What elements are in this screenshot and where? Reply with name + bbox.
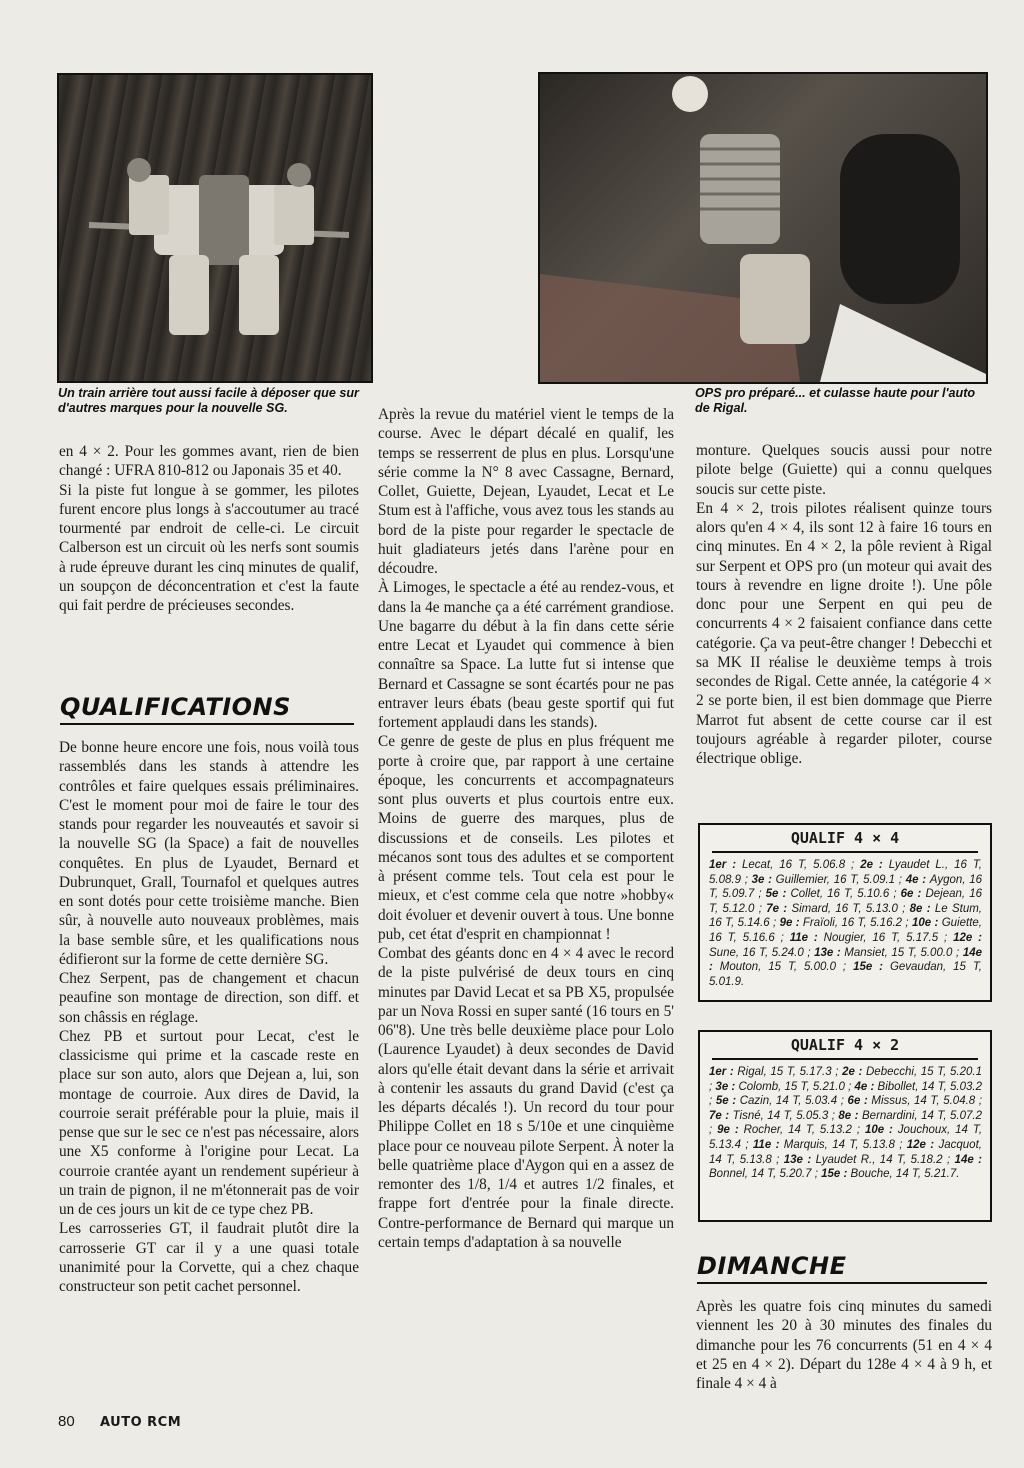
result-entry — [790, 932, 953, 944]
result-entry — [716, 1095, 848, 1107]
qualif-4x4-box — [698, 823, 992, 1002]
result-entry — [766, 903, 909, 915]
result-text: Lyaudet R., 14 T, 5.18.2 ; — [815, 1153, 955, 1166]
result-entry — [717, 1124, 865, 1136]
result-text: Le Stum, 16 T, 5.14.6 ; — [709, 902, 982, 930]
caption-rear-axle: Un train arrière tout aussi facile à déposer que sur d'autres marques pour la nouvelle SG. — [58, 386, 359, 415]
result-text: Lecat, 16 T, 5.06.8 ; — [742, 859, 861, 871]
result-rank: 2e : — [842, 1066, 866, 1078]
caption-engine: OPS pro préparé... et culasse haute pour l'auto de Rigal. — [695, 386, 976, 415]
dimanche-heading: DIMANCHE — [697, 1252, 987, 1284]
result-rank: 7e : — [766, 902, 792, 915]
result-text: Cazin, 14 T, 5.03.4 ; — [739, 1095, 848, 1108]
paragraph: Les carrosseries GT, il faudrait plutôt dire la carrosserie GT car il y a une quasi totale unanimité pour la Corvette, qui a chez chaque constructeur son petit cachet personnel. — [59, 1220, 359, 1295]
result-rank: 15e : — [821, 1168, 851, 1181]
result-rank: 1er : — [709, 1066, 738, 1078]
page-number: 80 — [58, 1413, 75, 1430]
result-text: Guillemier, 16 T, 5.09.1 ; — [775, 873, 906, 886]
result-text: Bibollet, 14 T, 5.03.2 ; — [709, 1080, 983, 1108]
paragraph: Combat des géants donc en 4 × 4 avec le record de la piste pulvérisé de deux tours en cinq minutes par David Lecat et sa PB X5, propulsée par un Nova Rossi en super santé (16 tours en 5' 06''8). Une très belle deuxième place pour Lolo (Laurence Lyaudet) à deux secondes de David alors qu'elle était devant dans la série et arrivait à contenir les assauts du grand David (c'est ça les départs décalés !). Un record du tour pour Philippe Collet en 18 s 5/10e et une cinquième place pour ce nouveau pilote Serpent. À noter la belle quatrième place d'Aygon qui en a assez de remonter des 1/8, 1/4 et autres 1/2 finales, et frappe fort d'entrée pour la finale directe. Contre-performance de Bernard qui marque un certain temps d'adaptation à sa nouvelle — [378, 945, 674, 1251]
result-entry — [780, 917, 912, 929]
column1-body — [59, 738, 359, 1296]
result-rank: 15e : — [853, 961, 890, 974]
result-rank: 5e : — [715, 1095, 740, 1108]
result-text: Collet, 16 T, 5.10.6 ; — [790, 888, 901, 901]
result-entry — [766, 888, 901, 900]
result-rank: 5e : — [765, 888, 791, 901]
magazine-name: AUTO RCM — [100, 1415, 182, 1430]
paragraph: en 4 × 2. Pour les gommes avant, rien de bien changé : UFRA 810-812 ou Japonais 35 et 40. — [59, 443, 359, 480]
result-rank: 10e : — [864, 1124, 898, 1137]
paragraph: Après la revue du matériel vient le temps de la course. Avec le départ décalé en qualif, les temps se resserrent de plus en plus. Lorsqu'une série comme la N° 8 avec Cassagne, Bernard, Collet, Guiette, Dejean, Lyaudet, Lecat et Le Stum est à l'affiche, vous avez tous les stands au bord de la piste pour regarder le spectacle de huit gladiateurs jetés dans l'arène pour en découdre. — [378, 406, 674, 577]
result-text: Marquis, 14 T, 5.13.8 ; — [783, 1138, 907, 1151]
paragraph: Après les quatre fois cinq minutes du samedi viennent les 20 à 30 minutes des finales du dimanche pour les 76 concurrents (51 en 4 × 4 et 25 en 4 × 2). Départ du 128e 4 × 4 à 9 h, et finale 4 × 4 à — [696, 1298, 992, 1392]
result-rank: 9e : — [779, 917, 803, 930]
result-entry — [709, 1066, 842, 1078]
result-rank: 3e : — [715, 1080, 739, 1093]
result-rank: 2e : — [860, 859, 889, 871]
result-rank: 6e : — [900, 888, 926, 901]
result-entry — [814, 947, 963, 959]
qualif-4x2-title: QUALIF 4 × 2 — [712, 1032, 978, 1060]
dimanche-text — [696, 1297, 992, 1393]
result-rank: 8e : — [909, 902, 935, 915]
result-entry — [709, 1110, 838, 1122]
result-rank: 8e : — [838, 1109, 862, 1122]
result-text: Rigal, 15 T, 5.17.3 ; — [737, 1066, 843, 1078]
qualifications-heading: QUALIFICATIONS — [60, 693, 354, 725]
result-entry — [848, 1095, 982, 1107]
photo-rear-axle — [57, 73, 373, 383]
photo-engine — [538, 72, 988, 384]
qualif-4x4-results — [700, 853, 990, 989]
result-rank: 1er : — [709, 859, 742, 871]
result-text: Jacquot, 14 T, 5.13.8 ; — [709, 1138, 982, 1166]
result-text: Colomb, 15 T, 5.21.0 ; — [738, 1080, 855, 1093]
result-entry — [753, 1139, 907, 1151]
result-entry — [784, 1154, 955, 1166]
column1-intro — [59, 442, 359, 615]
result-text: Tisné, 14 T, 5.05.3 ; — [732, 1109, 839, 1122]
result-text: Simard, 16 T, 5.13.0 ; — [791, 902, 910, 915]
result-text: Guiette, 16 T, 5.16.6 ; — [709, 917, 982, 944]
result-rank: 4e : — [905, 873, 930, 886]
qualif-4x2-box — [698, 1030, 992, 1222]
result-text: Bouche, 14 T, 5.21.7. — [850, 1168, 960, 1181]
paragraph: De bonne heure encore une fois, nous voilà tous rassemblés dans les stands à attendre les contrôles et faire quelques essais préliminaires. C'est le moment pour moi de faire le tour des stands pour regarder les nouveautés et savoir si la nouvelle SG (la Space) a fait de nouvelles conquêtes. En plus de Lyaudet, Bernard et Dubrunquet, Grall, Tournafol et quelques autres en sont dotés pour cette troisième manche. Bien sûr, à nouvelle auto nouveaux problèmes, mais la base semble sûre, et les qualifications nous édifieront sur la forme de cette dernière SG. — [59, 739, 359, 968]
result-text: Mansiet, 15 T, 5.00.0 ; — [844, 946, 963, 959]
paragraph: À Limoges, le spectacle a été au rendez-vous, et dans la 4e manche ça a été carrément grandiose. Une bagarre du début à la fin dans cette série entre Lecat et Lyaudet qui commence à bien connaître sa Space. La lutte fut si intense que Bernard et Cassagne se sont écartés pour ne pas entraver leurs ébats (beau geste sportif qui fut fortement applaudi dans les stands). — [378, 579, 674, 731]
paragraph: monture. Quelques soucis aussi pour notre pilote belge (Guiette) qui a connu quelques soucis sur cette piste. — [696, 442, 992, 498]
result-entry — [752, 874, 906, 886]
column2 — [378, 405, 674, 1252]
result-entry — [821, 1168, 959, 1180]
result-rank: 3e : — [751, 873, 776, 886]
result-rank: 6e : — [847, 1095, 872, 1108]
paragraph: Chez PB et surtout pour Lecat, c'est le classicisme qui prime et la cascade reste en place sur son auto, alors que Dejean a, lui, son montage de courroie. Aux dires de David, la courroie serait préférable pour la pluie, mais il pense que sur le sec ce n'est pas nécessaire, alors une X5 conforme à l'origine pour Lecat. La courroie crantée ayant un rendement supérieur à un train de pignon, il ne m'étonnerait pas de voir un de ces jours un kit de ce type chez PB. — [59, 1027, 359, 1218]
result-rank: 13e : — [814, 946, 845, 959]
result-rank: 10e : — [911, 917, 942, 930]
result-rank: 13e : — [783, 1153, 816, 1166]
result-rank: 12e : — [953, 931, 982, 944]
result-text: Jouchoux, 14 T, 5.13.4 ; — [709, 1124, 983, 1151]
result-text: Lyaudet L., 16 T, 5.08.9 ; — [709, 859, 982, 886]
result-rank: 11e : — [752, 1138, 784, 1151]
result-text: Fraïoli, 16 T, 5.16.2 ; — [802, 917, 912, 930]
result-rank: 11e : — [789, 931, 824, 944]
result-text: Missus, 14 T, 5.04.8 ; — [871, 1095, 983, 1108]
result-text: Mouton, 15 T, 5.00.0 ; — [719, 961, 854, 974]
paragraph: Si la piste fut longue à se gommer, les pilotes furent encore plus longs à s'accoutumer au tracé tourmenté par endroit de celle-ci. Le circuit Calberson est un circuit où les nerfs sont soumis à rude épreuve durant les cinq minutes de qualif, un soupçon de déconcentration et c'est la faute qui fait perdre de précieuses secondes. — [59, 481, 359, 614]
engine-illustration — [540, 74, 986, 382]
paragraph: En 4 × 2, trois pilotes réalisent quinze tours alors qu'en 4 × 4, ils sont 12 à faire 16 tours en cinq minutes. En 4 × 2, la pôle revient à Rigal sur Serpent et OPS pro (un moteur qui avait des tours à revendre en ligne droite !). Une pôle donc pour une Serpent en qui peu de concurrents 4 × 2 faisaient confiance dans cette catégorie. Ça va peut-être changer ! Debecchi et sa MK II réalise le deuxième temps à trois secondes de Rigal. Cette année, la catégorie 4 × 2 se porte bien, il est bien dommage que Pierre Marrot fut absent de cette course car il est toujours agréable à regarder piloter, course électrique oblige. — [696, 499, 992, 767]
result-entry — [715, 1081, 854, 1093]
result-rank: 12e : — [906, 1138, 939, 1151]
result-rank: 14e : — [954, 1153, 982, 1166]
result-rank: 4e : — [854, 1080, 878, 1093]
result-text: Rocher, 14 T, 5.13.2 ; — [743, 1124, 865, 1137]
result-text: Gevaudan, 15 T, 5.01.9. — [709, 961, 983, 988]
paragraph: Ce genre de geste de plus en plus fréquent me porte à croire que, par rapport à une certaine époque, les concurrents et accompagnateurs sont plus ouverts et plus courtois entre eux. Moins de guerre des marques, plus de discussions et de conseils. Les pilotes et mécanos sont tous des adultes et se comportent à présent comme tels. Tout cela est pour le mieux, et c'est comme cela que notre »hobby« doit évoluer et devenir ouvert à tous. Une bonne pub, cet état d'esprit en championnat ! — [378, 733, 674, 943]
result-rank: 7e : — [709, 1109, 733, 1122]
result-text: Sune, 16 T, 5.24.0 ; — [709, 946, 815, 959]
result-text: Bernardini, 14 T, 5.07.2 ; — [709, 1109, 983, 1137]
result-entry — [709, 859, 860, 871]
rear-axle-illustration — [59, 75, 371, 381]
column3 — [696, 441, 992, 768]
qualif-4x4-title: QUALIF 4 × 4 — [712, 825, 978, 853]
result-text: Bonnel, 14 T, 5.20.7 ; — [709, 1168, 822, 1181]
result-rank: 14e : — [709, 946, 982, 974]
result-rank: 9e : — [717, 1124, 744, 1137]
result-text: Aygon, 16 T, 5.09.7 ; — [709, 873, 982, 901]
paragraph: Chez Serpent, pas de changement et chacun peaufine son montage de direction, son diff. et son châssis en réglage. — [59, 970, 359, 1026]
result-text: Dejean, 16 T, 5.12.0 ; — [709, 888, 983, 915]
qualif-4x2-results — [700, 1060, 990, 1182]
result-text: Debecchi, 15 T, 5.20.1 ; — [709, 1066, 982, 1093]
result-text: Nougier, 16 T, 5.17.5 ; — [823, 931, 954, 944]
